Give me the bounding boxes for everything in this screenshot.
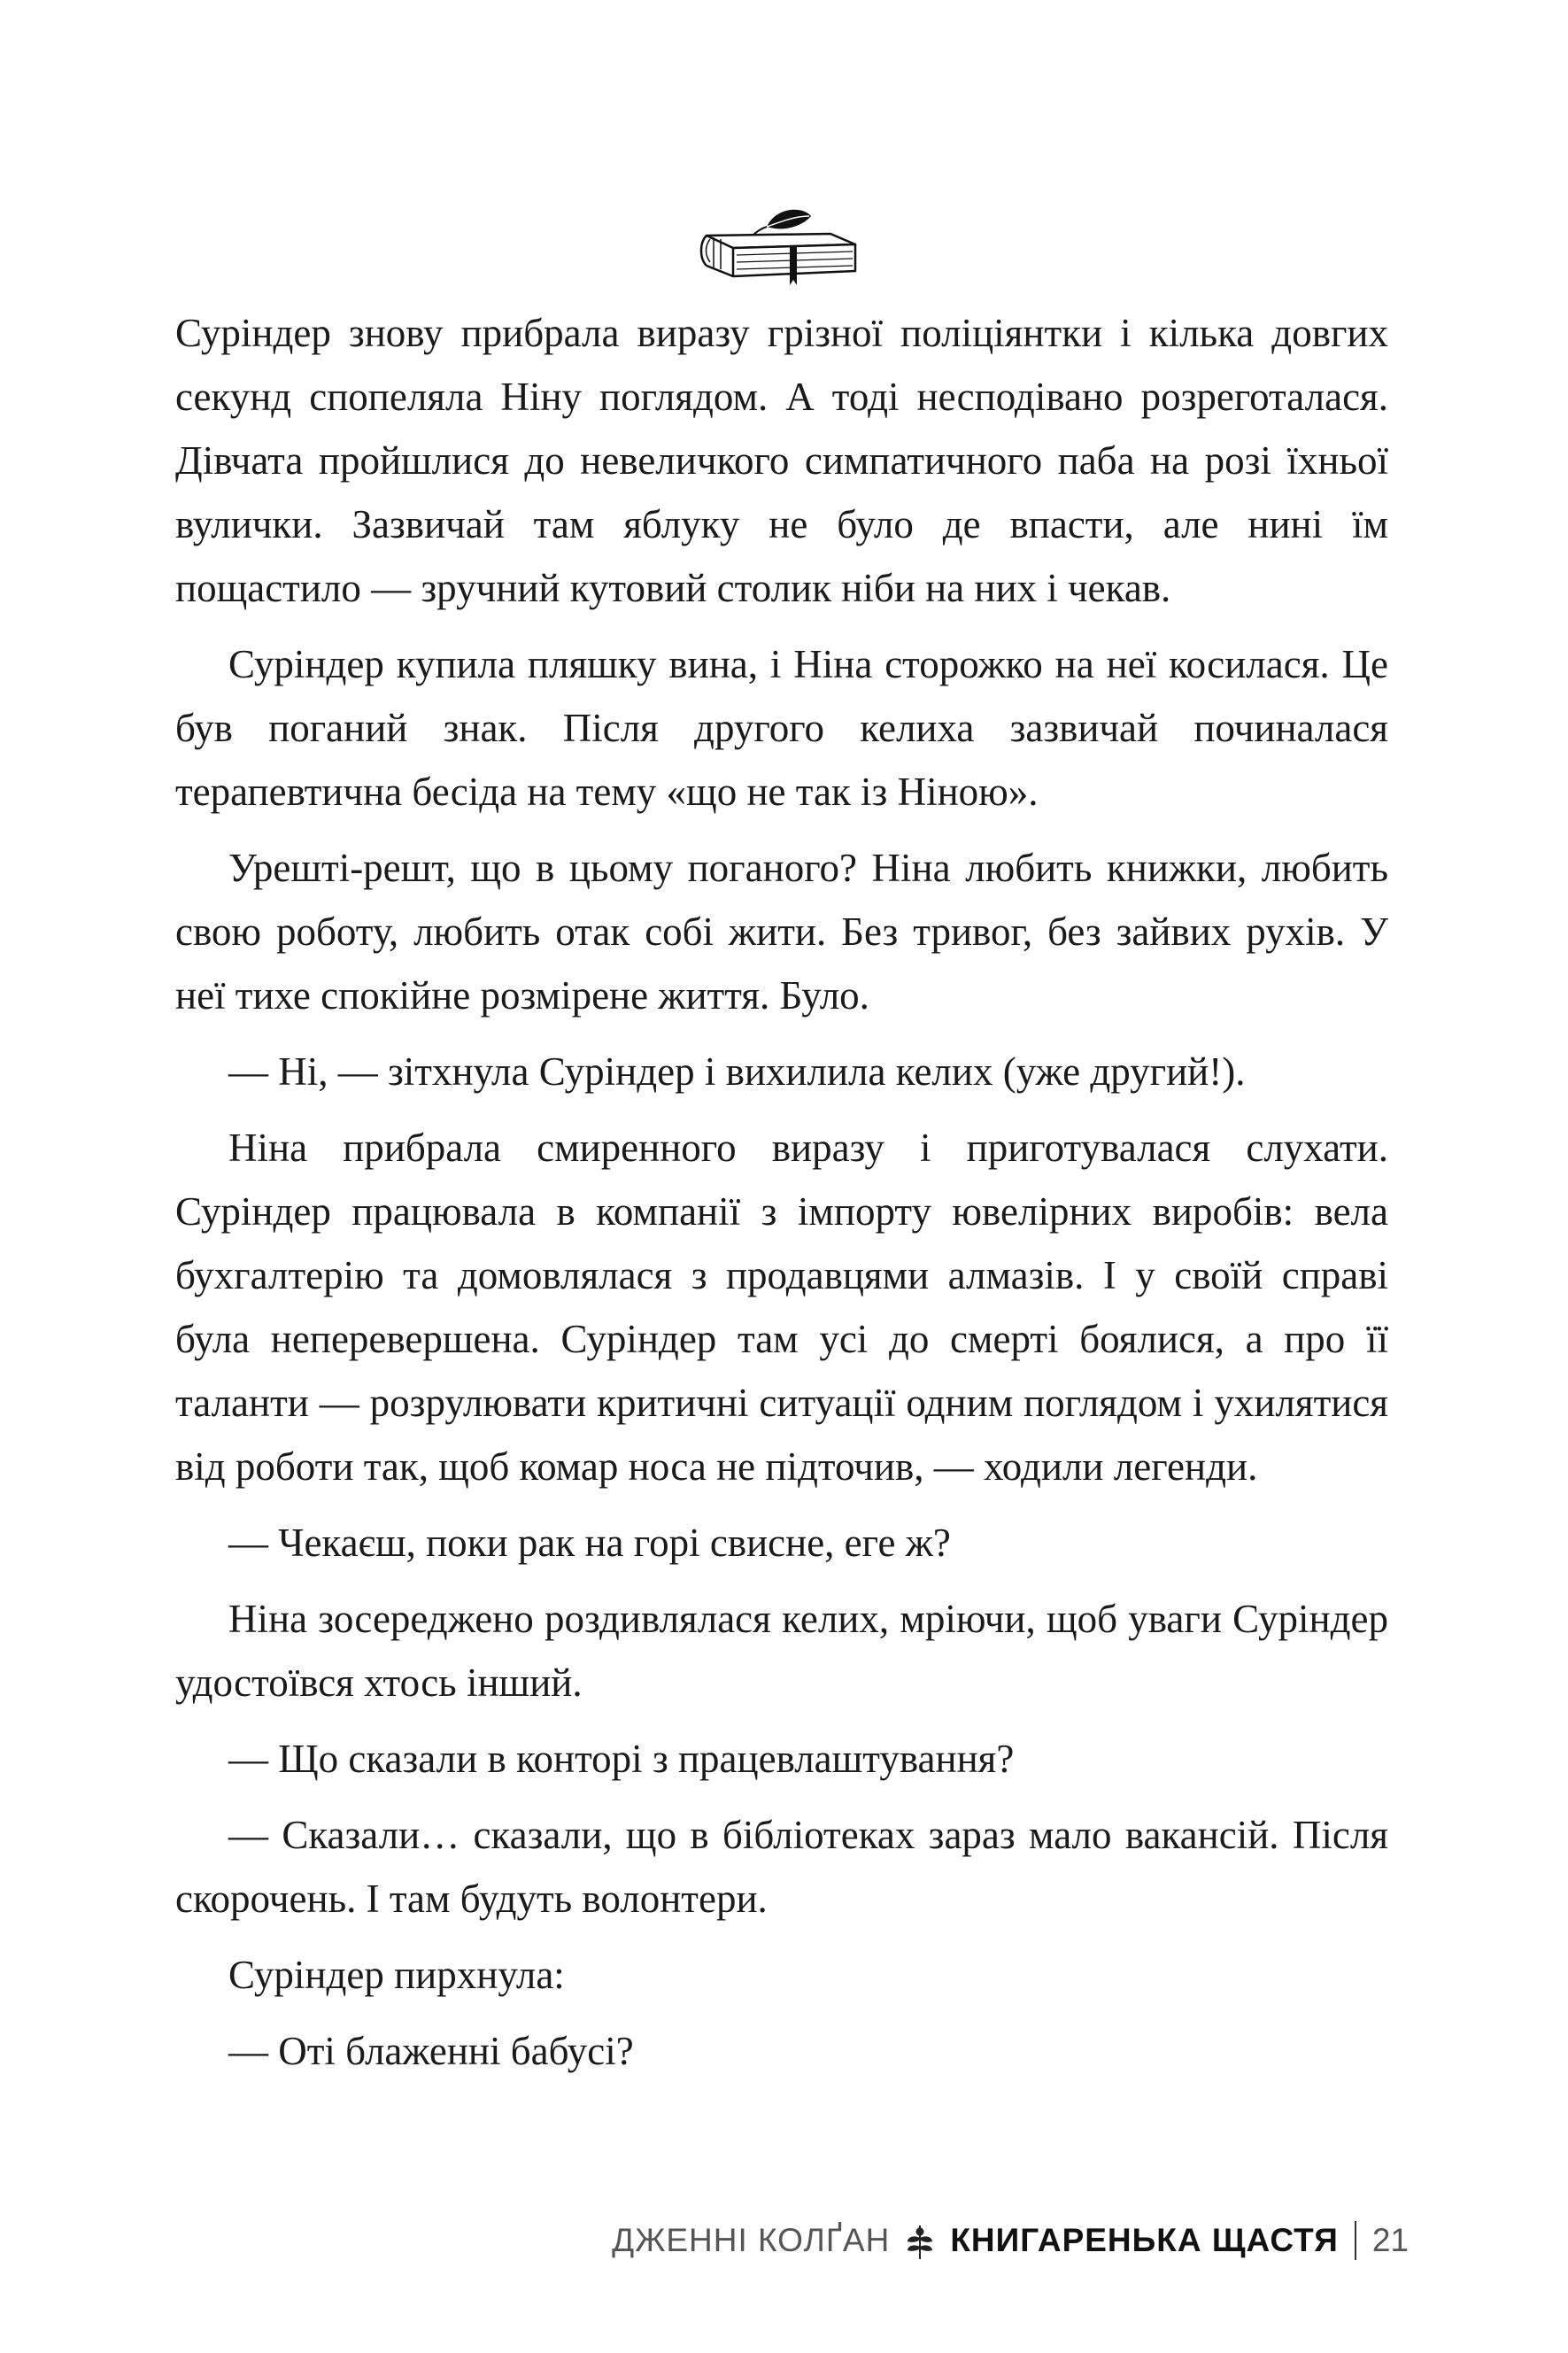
paragraph: — Оті блаженні бабусі? [228, 2029, 634, 2073]
paragraph: — Ні, — зітхнула Суріндер і вихилила келих (уже другий!). [228, 1049, 1246, 1094]
leaf-sprig-icon [902, 2220, 938, 2261]
running-footer [612, 2214, 1409, 2267]
paragraph: — Що сказали в конторі з працевлаштування? [228, 1737, 1015, 1781]
body-text [175, 301, 1388, 2095]
page-number: 21 [1371, 2222, 1409, 2258]
paragraph: — Чекаєш, поки рак на горі свисне, еге ж? [228, 1521, 951, 1565]
ornament-svg [698, 200, 875, 289]
footer-divider [1355, 2221, 1356, 2260]
paragraph: Суріндер пирхнула: [228, 1953, 565, 1997]
footer-book-title: КНИГАРЕНЬКА ЩАСТЯ [950, 2222, 1339, 2258]
paragraph: Урешті-решт, що в цьому поганого? Ніна любить книжки, любить свою роботу, любить отак собі жити. Без тривог, без зайвих рухів. У неї тихе спокійне розмірене життя. Було. [175, 846, 1388, 1018]
paragraph: Ніна прибрала смиренного виразу і приготувалася слухати. Суріндер працювала в компанії з імпорту ювелірних виробів: вела бухгалтерію та домовлялася з продавцями алмазів. І у своїй справі була неперевершена. Суріндер там усі до смерті боялися, а про її таланти — розрулювати критичні ситуації одним поглядом і ухилятися від роботи так, щоб комар носа не підточив, — ходили легенди. [175, 1126, 1388, 1489]
paragraph: Суріндер знову прибрала виразу грізної поліціянтки і кілька довгих секунд спопеляла Ніну поглядом. А тоді несподівано розреготалася. Дівчата пройшлися до невеличкого симпатичного паба на розі їхньої вулички. Зазвичай там яблуку не було де впасти, але нині їм пощастило — зручний кутовий столик ніби на них і чекав. [175, 311, 1388, 610]
paragraph: Ніна зосереджено роздивлялася келих, мріючи, щоб уваги Суріндер удостоївся хтось інший. [175, 1597, 1388, 1705]
paragraph: — Сказали… сказали, що в бібліотеках зараз мало вакансій. Після скорочень. І там будуть волонтери. [175, 1813, 1388, 1921]
footer-author: ДЖЕННІ КОЛҐАН [612, 2222, 891, 2258]
paragraph: Суріндер купила пляшку вина, і Ніна сторожко на неї косилася. Це був поганий знак. Після другого келиха зазвичай починалася терапевтична бесіда на тему «що не так із Ніною». [175, 642, 1388, 814]
book-with-leaf-icon [698, 200, 875, 289]
